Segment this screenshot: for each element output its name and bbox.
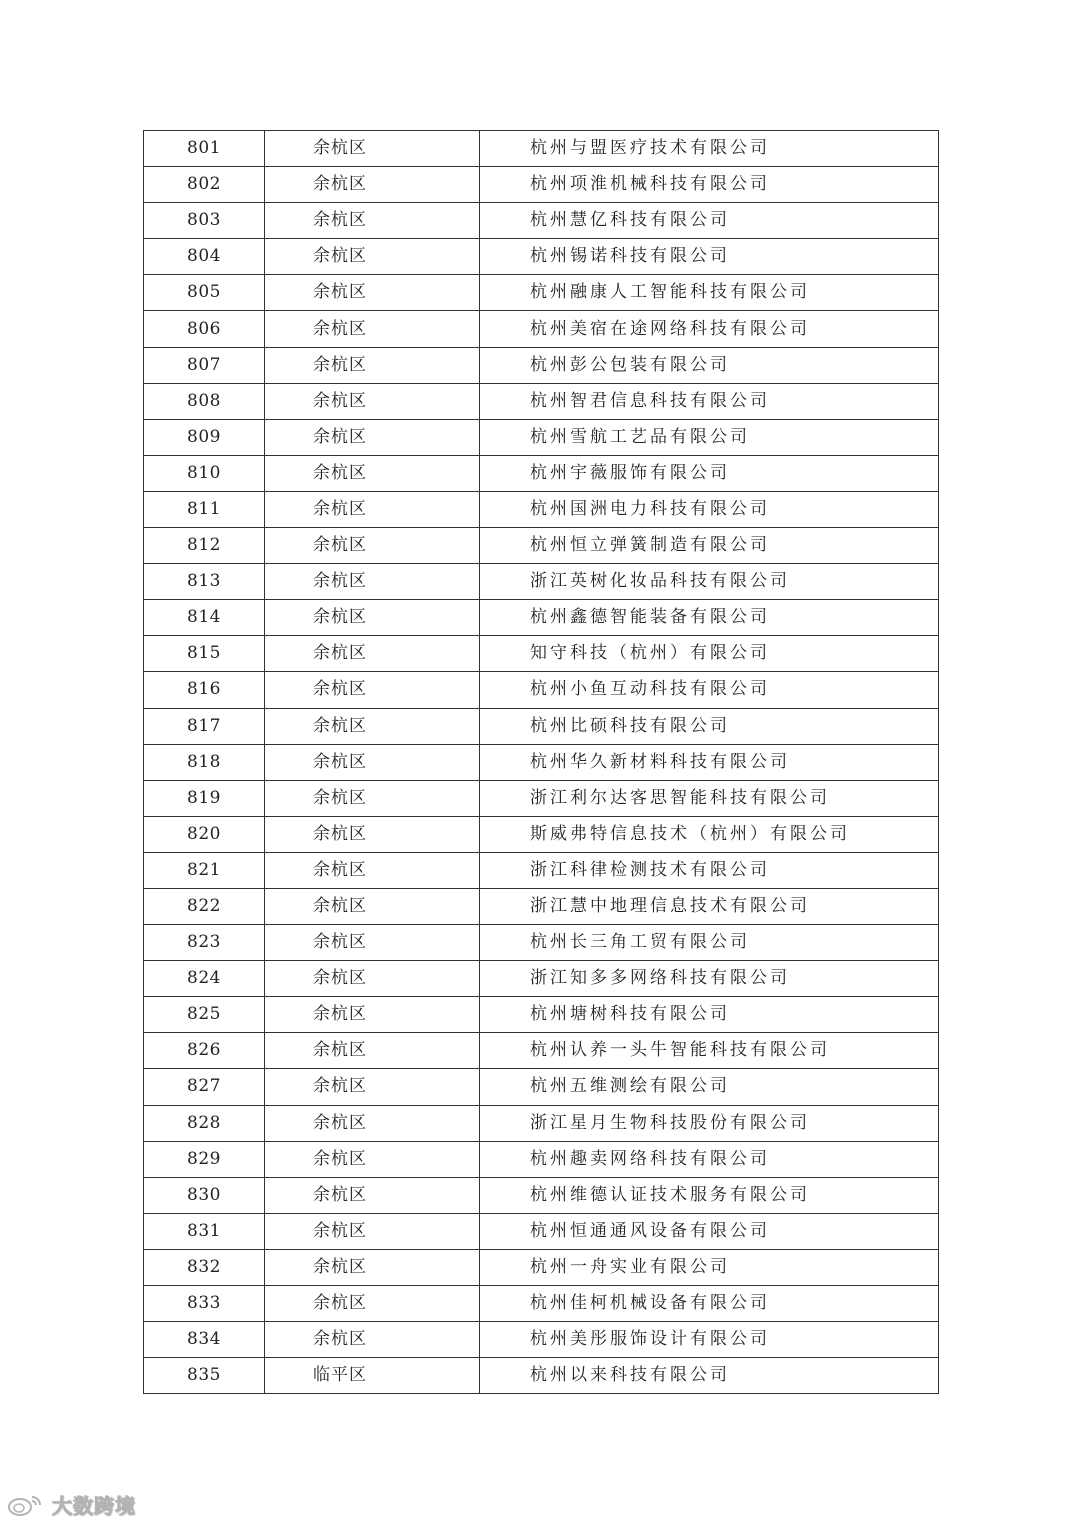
cell-number [144,888,265,924]
cell-number [144,347,265,383]
cell-district-text: 余杭区 [313,859,367,880]
table-row [144,744,939,780]
table-row [144,1033,939,1069]
cell-number-text: 802 [187,174,221,195]
cell-district-text: 余杭区 [313,535,367,556]
cell-district [265,528,480,564]
table-row [144,239,939,275]
table-row [144,419,939,455]
table-row [144,1069,939,1105]
cell-number [144,1286,265,1322]
cell-company-name [480,528,939,564]
cell-company-name [480,564,939,600]
cell-company-name-text: 浙江英树化妆品科技有限公司 [530,571,790,592]
cell-district-text: 余杭区 [313,318,367,339]
cell-number-text: 827 [187,1076,221,1097]
table-row [144,780,939,816]
table-row [144,816,939,852]
cell-number [144,419,265,455]
cell-number-text: 820 [187,823,221,844]
cell-district-text: 余杭区 [313,679,367,700]
cell-number-text: 801 [187,138,221,159]
cell-number-text: 813 [187,571,221,592]
cell-number-text: 834 [187,1329,221,1350]
table-row [144,925,939,961]
cell-number-text: 807 [187,354,221,375]
cell-company-name [480,1322,939,1358]
table-row [144,997,939,1033]
watermark-text: 大数跨境 [52,1494,136,1518]
cell-number-text: 808 [187,390,221,411]
weibo-logo-icon [6,1493,48,1517]
cell-district-text: 余杭区 [313,210,367,231]
cell-district-text: 余杭区 [313,138,367,159]
cell-company-name-text: 杭州彭公包装有限公司 [530,354,730,375]
table-row [144,383,939,419]
cell-company-name [480,708,939,744]
cell-company-name-text: 杭州鑫德智能装备有限公司 [530,607,770,628]
cell-company-name [480,1286,939,1322]
cell-company-name-text: 浙江利尔达客思智能科技有限公司 [530,787,830,808]
cell-number-text: 824 [187,968,221,989]
table-row [144,311,939,347]
cell-number [144,239,265,275]
cell-district-text: 余杭区 [313,1112,367,1133]
cell-company-name [480,1249,939,1285]
table-row [144,491,939,527]
cell-district-text: 余杭区 [313,282,367,303]
cell-number [144,167,265,203]
cell-district [265,600,480,636]
cell-company-name [480,203,939,239]
cell-number-text: 826 [187,1040,221,1061]
cell-district [265,383,480,419]
cell-company-name-text: 杭州趣卖网络科技有限公司 [530,1148,770,1169]
table-body [144,131,939,1394]
cell-company-name [480,131,939,167]
cell-company-name-text: 浙江星月生物科技股份有限公司 [530,1112,810,1133]
cell-company-name [480,1105,939,1141]
table-row [144,1322,939,1358]
cell-number [144,203,265,239]
cell-company-name-text: 杭州华久新材料科技有限公司 [530,751,790,772]
cell-district-text: 余杭区 [313,932,367,953]
cell-company-name-text: 杭州美宿在途网络科技有限公司 [530,318,810,339]
cell-company-name-text: 杭州国洲电力科技有限公司 [530,498,770,519]
cell-company-name [480,1141,939,1177]
cell-company-name-text: 杭州认养一头牛智能科技有限公司 [530,1040,830,1061]
cell-company-name [480,311,939,347]
table-row [144,275,939,311]
table-row [144,455,939,491]
cell-number-text: 815 [187,643,221,664]
cell-number-text: 819 [187,787,221,808]
cell-company-name [480,239,939,275]
cell-company-name-text: 斯威弗特信息技术（杭州）有限公司 [530,823,850,844]
cell-company-name-text: 杭州智君信息科技有限公司 [530,390,770,411]
cell-number-text: 831 [187,1220,221,1241]
cell-company-name-text: 杭州一舟实业有限公司 [530,1256,730,1277]
cell-number [144,1141,265,1177]
cell-company-name-text: 浙江慧中地理信息技术有限公司 [530,896,810,917]
cell-company-name-text: 杭州塘树科技有限公司 [530,1004,730,1025]
cell-number-text: 810 [187,462,221,483]
cell-number [144,672,265,708]
cell-district [265,491,480,527]
table-row [144,564,939,600]
table-row [144,1358,939,1394]
cell-district [265,708,480,744]
cell-number [144,528,265,564]
table-row [144,1105,939,1141]
cell-company-name-text: 知守科技（杭州）有限公司 [530,643,770,664]
cell-company-name [480,600,939,636]
cell-district [265,203,480,239]
table-row [144,1213,939,1249]
cell-district [265,1213,480,1249]
cell-company-name [480,383,939,419]
cell-number [144,1249,265,1285]
cell-district [265,852,480,888]
cell-number-text: 828 [187,1112,221,1133]
cell-district [265,672,480,708]
cell-number [144,1358,265,1394]
cell-number [144,744,265,780]
cell-number [144,961,265,997]
cell-company-name-text: 杭州雪航工艺品有限公司 [530,426,750,447]
cell-district [265,1322,480,1358]
cell-district-text: 余杭区 [313,498,367,519]
cell-district-text: 余杭区 [313,751,367,772]
cell-company-name [480,167,939,203]
cell-number [144,1322,265,1358]
cell-number [144,600,265,636]
cell-district-text: 余杭区 [313,1329,367,1350]
cell-district [265,1069,480,1105]
cell-number-text: 806 [187,318,221,339]
cell-number-text: 804 [187,246,221,267]
cell-company-name [480,491,939,527]
table-row [144,961,939,997]
table-row [144,888,939,924]
cell-district-text: 余杭区 [313,1293,367,1314]
table-row [144,131,939,167]
cell-number [144,1213,265,1249]
cell-company-name-text: 杭州维德认证技术服务有限公司 [530,1184,810,1205]
cell-company-name-text: 杭州以来科技有限公司 [530,1365,730,1386]
cell-district-text: 余杭区 [313,787,367,808]
cell-district-text: 余杭区 [313,571,367,592]
cell-company-name [480,1177,939,1213]
cell-company-name [480,961,939,997]
cell-district [265,311,480,347]
cell-number [144,383,265,419]
cell-company-name [480,888,939,924]
cell-company-name [480,455,939,491]
cell-district-text: 余杭区 [313,1004,367,1025]
cell-company-name-text: 杭州小鱼互动科技有限公司 [530,679,770,700]
cell-district [265,1105,480,1141]
cell-district-text: 余杭区 [313,1148,367,1169]
cell-company-name-text: 浙江知多多网络科技有限公司 [530,968,790,989]
cell-number [144,816,265,852]
cell-company-name [480,997,939,1033]
cell-district-text: 余杭区 [313,715,367,736]
cell-district [265,1177,480,1213]
table-row [144,852,939,888]
table-row [144,528,939,564]
cell-district-text: 余杭区 [313,1076,367,1097]
cell-number [144,131,265,167]
cell-number [144,636,265,672]
cell-district-text: 余杭区 [313,426,367,447]
table-row [144,1141,939,1177]
cell-number [144,997,265,1033]
cell-company-name-text: 杭州比硕科技有限公司 [530,715,730,736]
cell-company-name [480,636,939,672]
cell-district-text: 余杭区 [313,1256,367,1277]
cell-number-text: 830 [187,1184,221,1205]
cell-district-text: 余杭区 [313,1040,367,1061]
cell-district [265,744,480,780]
cell-company-name-text: 杭州恒通通风设备有限公司 [530,1220,770,1241]
cell-company-name [480,419,939,455]
cell-company-name-text: 浙江科律检测技术有限公司 [530,859,770,880]
cell-number-text: 803 [187,210,221,231]
cell-district-text: 临平区 [313,1365,367,1386]
cell-district-text: 余杭区 [313,462,367,483]
cell-number-text: 805 [187,282,221,303]
cell-company-name [480,816,939,852]
cell-company-name [480,852,939,888]
cell-district [265,997,480,1033]
table-row [144,708,939,744]
cell-district-text: 余杭区 [313,354,367,375]
table-row [144,1286,939,1322]
cell-company-name [480,780,939,816]
cell-district-text: 余杭区 [313,643,367,664]
cell-district-text: 余杭区 [313,1184,367,1205]
cell-district [265,925,480,961]
cell-company-name [480,672,939,708]
cell-district [265,961,480,997]
table-row [144,672,939,708]
cell-district-text: 余杭区 [313,390,367,411]
cell-number [144,491,265,527]
cell-district [265,636,480,672]
cell-company-name [480,744,939,780]
cell-company-name [480,275,939,311]
cell-district [265,564,480,600]
cell-number-text: 832 [187,1256,221,1277]
cell-number [144,708,265,744]
cell-number-text: 833 [187,1293,221,1314]
cell-number-text: 811 [187,498,221,519]
cell-number-text: 825 [187,1004,221,1025]
cell-number [144,1033,265,1069]
cell-company-name-text: 杭州慧亿科技有限公司 [530,210,730,231]
cell-district [265,888,480,924]
cell-district [265,1249,480,1285]
table-row [144,600,939,636]
cell-number-text: 816 [187,679,221,700]
cell-district [265,816,480,852]
cell-company-name-text: 杭州恒立弹簧制造有限公司 [530,535,770,556]
cell-district [265,167,480,203]
cell-company-name-text: 杭州锡诺科技有限公司 [530,246,730,267]
cell-company-name-text: 杭州五维测绘有限公司 [530,1076,730,1097]
cell-company-name [480,1213,939,1249]
cell-district [265,780,480,816]
cell-company-name [480,1069,939,1105]
cell-number-text: 817 [187,715,221,736]
cell-company-name [480,1358,939,1394]
cell-district-text: 余杭区 [313,607,367,628]
cell-district [265,419,480,455]
cell-district [265,275,480,311]
cell-number [144,925,265,961]
cell-company-name [480,347,939,383]
cell-district [265,1358,480,1394]
table-row [144,636,939,672]
cell-number-text: 821 [187,859,221,880]
cell-company-name-text: 杭州融康人工智能科技有限公司 [530,282,810,303]
cell-company-name-text: 杭州与盟医疗技术有限公司 [530,138,770,159]
cell-district-text: 余杭区 [313,1220,367,1241]
table-row [144,347,939,383]
cell-number-text: 818 [187,751,221,772]
cell-district-text: 余杭区 [313,896,367,917]
cell-district-text: 余杭区 [313,823,367,844]
cell-company-name-text: 杭州长三角工贸有限公司 [530,932,750,953]
cell-company-name [480,925,939,961]
cell-number [144,564,265,600]
cell-number [144,1105,265,1141]
table-row [144,1177,939,1213]
cell-company-name-text: 杭州美彤服饰设计有限公司 [530,1329,770,1350]
cell-company-name-text: 杭州佳柯机械设备有限公司 [530,1293,770,1314]
cell-district [265,239,480,275]
cell-number [144,1177,265,1213]
cell-district-text: 余杭区 [313,174,367,195]
cell-number [144,275,265,311]
cell-number [144,311,265,347]
cell-district [265,347,480,383]
cell-district-text: 余杭区 [313,246,367,267]
cell-district-text: 余杭区 [313,968,367,989]
cell-number [144,780,265,816]
cell-number-text: 822 [187,896,221,917]
watermark [6,1490,136,1519]
cell-company-name-text: 杭州项淮机械科技有限公司 [530,174,770,195]
cell-district [265,1286,480,1322]
cell-district [265,1141,480,1177]
cell-company-name-text: 杭州宇薇服饰有限公司 [530,462,730,483]
cell-number [144,455,265,491]
cell-district [265,455,480,491]
cell-number [144,1069,265,1105]
table-row [144,1249,939,1285]
cell-number-text: 814 [187,607,221,628]
cell-number-text: 829 [187,1148,221,1169]
table-row [144,203,939,239]
cell-number-text: 809 [187,426,221,447]
cell-number-text: 835 [187,1365,221,1386]
cell-number-text: 823 [187,932,221,953]
cell-number-text: 812 [187,535,221,556]
cell-number [144,852,265,888]
cell-district [265,131,480,167]
cell-company-name [480,1033,939,1069]
cell-district [265,1033,480,1069]
company-list-table [143,130,939,1394]
table-row [144,167,939,203]
